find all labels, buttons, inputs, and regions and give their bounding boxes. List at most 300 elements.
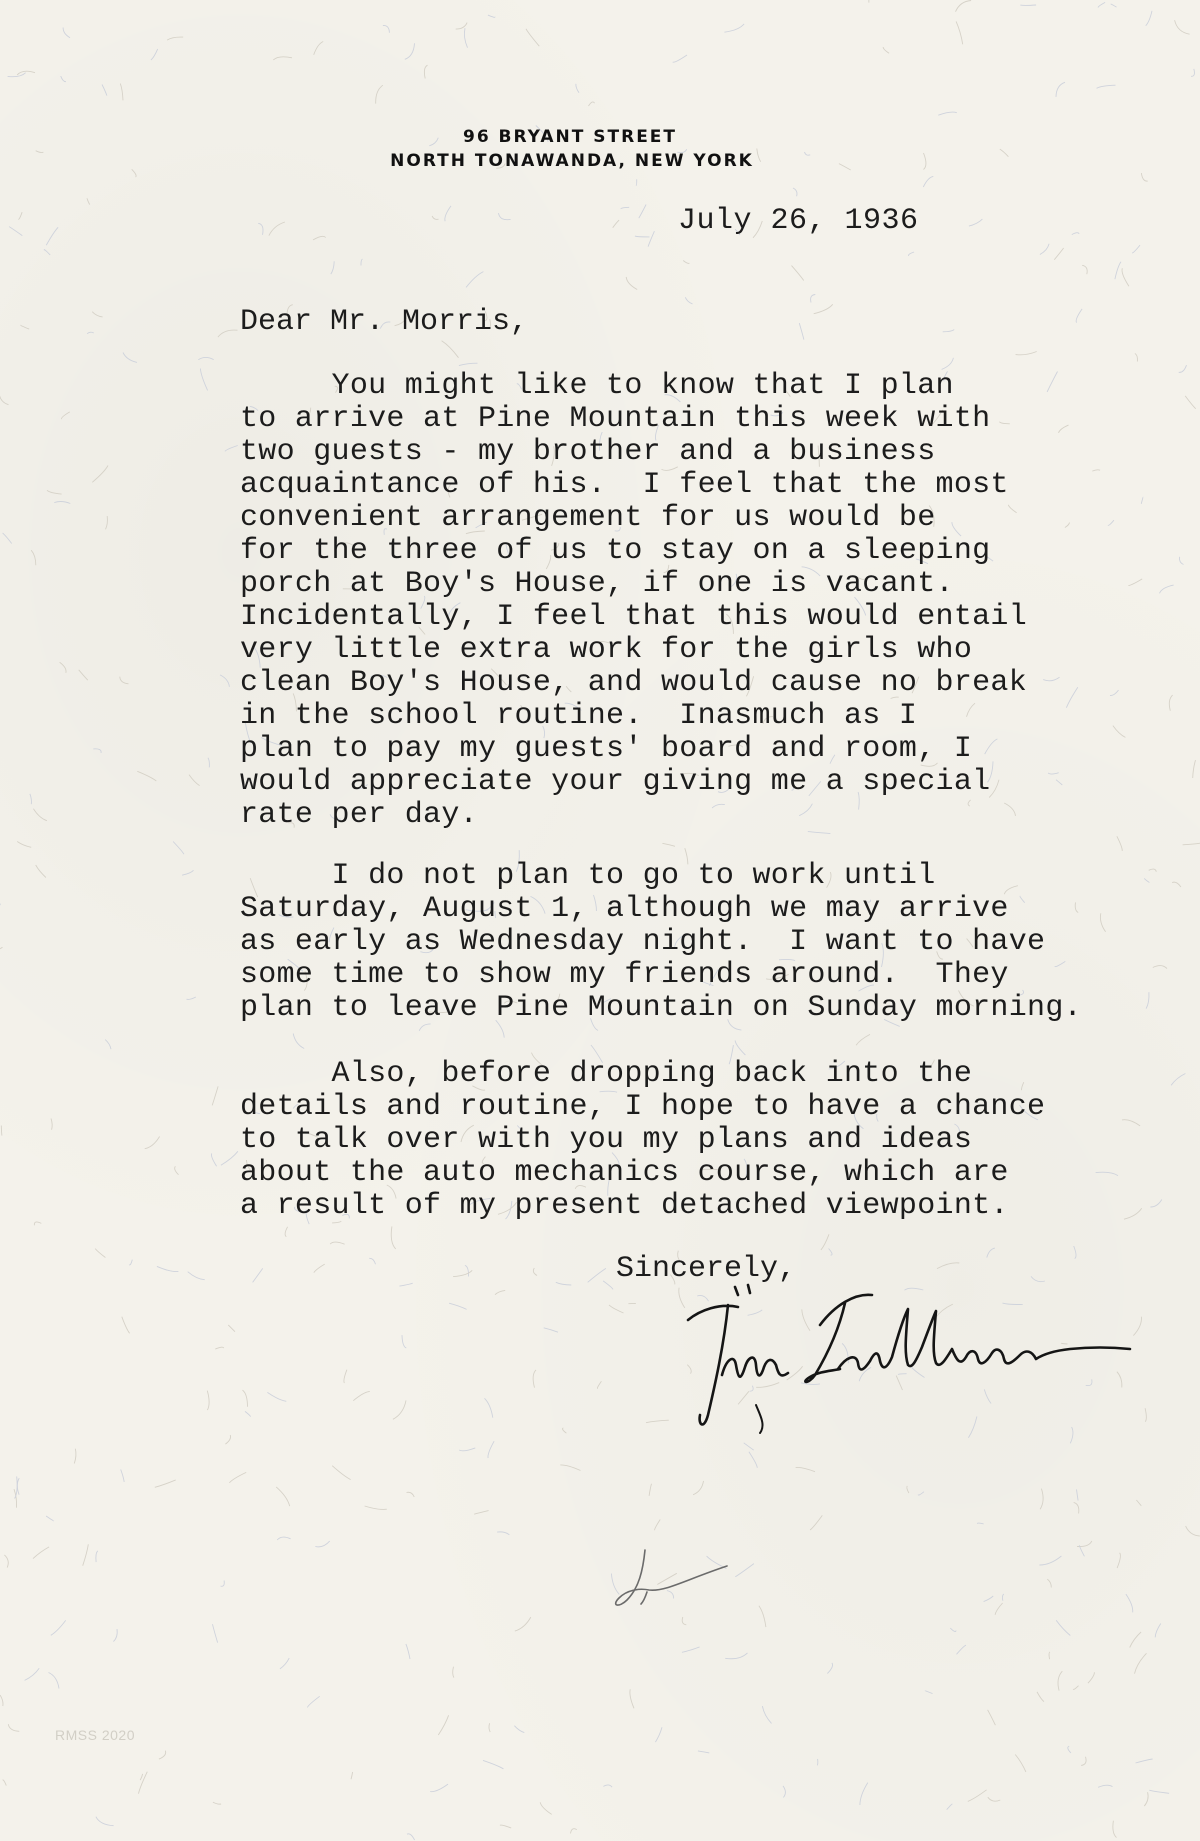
- paper-fiber: [821, 1234, 829, 1250]
- paper-fiber: [1088, 1672, 1095, 1683]
- paper-fiber: [129, 1260, 132, 1265]
- paper-fiber: [182, 870, 193, 875]
- text-line: details and routine, I hope to have a chance: [240, 1090, 1046, 1124]
- text-line: plan to leave Pine Mountain on Sunday morning.: [240, 991, 1082, 1025]
- paper-fiber: [229, 1472, 246, 1482]
- paper-fiber: [1171, 1074, 1185, 1086]
- paper-fiber: [330, 1242, 344, 1244]
- text-line: a result of my present detached viewpoint.: [240, 1189, 1009, 1223]
- paper-fiber: [1082, 265, 1087, 274]
- letterhead-street: 96 BRYANT STREET: [462, 127, 678, 147]
- paper-fiber: [682, 1647, 700, 1652]
- paper-fiber: [200, 369, 207, 391]
- paper-fiber: [907, 1486, 909, 1493]
- paper-fiber: [626, 277, 637, 290]
- paper-fiber: [407, 1834, 415, 1840]
- paper-fiber: [33, 809, 47, 821]
- paper-fiber: [17, 1478, 19, 1495]
- paper-fiber: [621, 207, 629, 209]
- paper-fiber: [0, 947, 3, 957]
- text-line: porch at Boy's House, if one is vacant.: [240, 567, 954, 601]
- paper-fiber: [218, 330, 238, 337]
- paper-fiber: [759, 1606, 766, 1627]
- paper-fiber: [9, 227, 22, 236]
- paper-fiber: [938, 112, 957, 115]
- paper-fiber: [140, 1774, 142, 1780]
- paper-fiber: [120, 677, 129, 684]
- paper-fiber: [46, 227, 58, 245]
- paper-fiber: [405, 43, 415, 59]
- paper-fiber: [533, 1268, 537, 1276]
- paper-fiber: [485, 1398, 493, 1417]
- paper-fiber: [102, 85, 107, 96]
- paper-fiber: [698, 1751, 709, 1753]
- paper-fiber: [814, 304, 833, 313]
- paper-fiber: [811, 295, 816, 303]
- paragraph-3: [240, 1058, 1170, 1223]
- paper-fiber: [157, 1266, 179, 1271]
- paper-fiber: [402, 1335, 406, 1348]
- paper-fiber: [1175, 20, 1190, 34]
- paper-fiber: [253, 1268, 263, 1282]
- paper-fiber: [159, 1751, 166, 1760]
- paper-fiber: [208, 758, 210, 768]
- paper-fiber: [1117, 836, 1122, 851]
- paper-fiber: [1135, 1653, 1147, 1673]
- paper-fiber: [151, 49, 158, 60]
- paper-fiber: [44, 250, 50, 255]
- paper-fiber: [139, 1772, 148, 1794]
- paper-fiber: [540, 1802, 552, 1814]
- paper-fiber: [60, 662, 66, 673]
- paper-fiber: [988, 1797, 1001, 1801]
- paper-fiber: [1186, 1526, 1200, 1536]
- paper-fiber: [14, 1489, 17, 1508]
- paper-fiber: [648, 231, 654, 246]
- paper-fiber: [424, 65, 427, 78]
- text-line: plan to pay my guests' board and room, I: [240, 732, 973, 766]
- paper-fiber: [950, 1628, 956, 1631]
- paper-fiber: [221, 1581, 225, 1587]
- paper-fiber: [344, 1370, 347, 1383]
- paper-fiber: [87, 332, 94, 334]
- paper-fiber: [245, 1411, 250, 1416]
- text-line: rate per day.: [240, 798, 478, 832]
- paper-fiber: [332, 1466, 350, 1480]
- paper-fiber: [212, 1086, 218, 1105]
- paper-fiber: [314, 1264, 325, 1273]
- paper-fiber: [276, 1487, 290, 1506]
- paper-fiber: [269, 222, 285, 236]
- paper-fiber: [576, 84, 579, 93]
- paper-fiber: [353, 1391, 370, 1400]
- paper-fiber: [810, 1515, 822, 1530]
- paper-fiber: [947, 1804, 952, 1810]
- paper-fiber: [571, 1829, 577, 1834]
- paper-fiber: [155, 1480, 176, 1487]
- paper-fiber: [613, 220, 619, 228]
- paper-fiber: [369, 1258, 375, 1264]
- paper-fiber: [918, 1492, 924, 1495]
- paper-fiber: [956, 21, 963, 44]
- paper-fiber: [636, 179, 637, 185]
- paper-fiber: [123, 353, 137, 363]
- paper-fiber: [376, 85, 383, 103]
- paper-fiber: [220, 675, 229, 687]
- paper-fiber: [603, 1281, 613, 1290]
- paper-fiber: [187, 997, 196, 999]
- paper-fiber: [749, 1452, 757, 1468]
- paper-fiber: [1141, 173, 1147, 181]
- paper-fiber: [497, 1532, 509, 1535]
- paper-fiber: [685, 297, 692, 304]
- paper-fiber: [1126, 1594, 1133, 1612]
- paper-fiber: [407, 1492, 415, 1497]
- paper-fiber: [1179, 365, 1187, 372]
- paper-fiber: [453, 1270, 472, 1276]
- paper-fiber: [63, 28, 70, 38]
- paper-fiber: [860, 1783, 868, 1805]
- paper-fiber: [799, 323, 804, 340]
- text-line: for the three of us to stay on a sleeping: [240, 534, 991, 568]
- paper-fiber: [113, 1629, 117, 1642]
- paper-fiber: [228, 1325, 234, 1331]
- paper-fiber: [175, 1166, 179, 1174]
- closing: Sincerely,: [616, 1252, 797, 1286]
- paper-fiber: [483, 1760, 503, 1768]
- paper-fiber: [977, 1523, 983, 1524]
- paper-fiber: [331, 261, 334, 274]
- pencil-initial-mark: [605, 1540, 745, 1620]
- paper-fiber: [4, 1555, 8, 1568]
- paper-fiber: [1144, 1792, 1148, 1806]
- paper-fiber: [987, 1248, 995, 1257]
- paper-fiber: [856, 1034, 870, 1045]
- paper-fiber: [1097, 85, 1116, 88]
- paper-fiber: [796, 1467, 815, 1471]
- paper-fiber: [883, 47, 889, 53]
- paper-fiber: [1074, 1502, 1079, 1513]
- paper-fiber: [562, 1428, 566, 1433]
- paper-fiber: [61, 76, 66, 82]
- paper-fiber: [1056, 82, 1065, 97]
- paper-fiber: [31, 550, 36, 565]
- paper-fiber: [995, 1603, 1003, 1615]
- paragraph-1: [240, 370, 1170, 832]
- paper-fiber: [391, 1226, 395, 1249]
- paper-fiber: [92, 312, 102, 317]
- paper-fiber: [817, 1759, 818, 1765]
- paper-fiber: [1039, 1556, 1061, 1565]
- paper-fiber: [1056, 1620, 1070, 1635]
- paper-fiber: [603, 1785, 612, 1787]
- text-line: clean Boy's House, and would cause no break: [240, 666, 1028, 700]
- paper-fiber: [15, 1476, 18, 1498]
- paper-fiber: [406, 1644, 410, 1659]
- paper-fiber: [307, 1696, 319, 1707]
- paper-fiber: [3, 533, 12, 544]
- paper-fiber: [783, 1786, 785, 1798]
- paper-fiber: [30, 794, 32, 804]
- paper-fiber: [693, 1481, 703, 1495]
- paper-fiber: [969, 219, 983, 226]
- paper-fiber: [968, 1790, 987, 1802]
- paper-fiber: [25, 1668, 40, 1680]
- paper-fiber: [213, 1624, 218, 1642]
- paper-fiber: [957, 1645, 967, 1654]
- paper-fiber: [662, 843, 675, 846]
- paper-fiber: [47, 490, 62, 494]
- text-line: Incidentally, I feel that this would entail: [240, 600, 1028, 634]
- paper-fiber: [909, 252, 915, 256]
- paper-fiber: [432, 216, 438, 220]
- paper-fiber: [609, 1305, 624, 1313]
- paper-fiber: [1040, 1489, 1043, 1510]
- paper-fiber: [445, 206, 451, 221]
- paper-fiber: [724, 24, 744, 32]
- paper-fiber: [8, 73, 26, 77]
- paper-fiber: [762, 1706, 771, 1723]
- paper-fiber: [1040, 244, 1049, 255]
- paper-fiber: [474, 1511, 488, 1515]
- paper-fiber: [258, 223, 263, 235]
- paragraph-2: [240, 860, 1170, 1025]
- paper-fiber: [453, 1667, 454, 1678]
- paper-fiber: [3, 1780, 7, 1786]
- paper-fiber: [145, 1137, 160, 1149]
- paper-fiber: [188, 1272, 205, 1280]
- paper-fiber: [438, 1715, 448, 1735]
- paper-fiber: [95, 1249, 105, 1258]
- text-line: acquaintance of his. I feel that the most: [240, 468, 1009, 502]
- salutation: Dear Mr. Morris,: [240, 305, 529, 339]
- paper-fiber: [17, 71, 35, 75]
- paper-fiber: [18, 212, 22, 219]
- paper-fiber: [1136, 1759, 1153, 1763]
- paper-fiber: [285, 1227, 287, 1237]
- paper-fiber: [499, 213, 511, 220]
- paper-fiber: [51, 1620, 66, 1635]
- paper-fiber: [560, 1465, 580, 1471]
- paper-fiber: [1002, 1594, 1003, 1601]
- paper-fiber: [1132, 245, 1140, 253]
- paper-fiber: [221, 1151, 238, 1165]
- letterhead-city: NORTH TONAWANDA, NEW YORK: [390, 151, 754, 171]
- paper-fiber: [1098, 2, 1105, 7]
- paper-fiber: [399, 1283, 412, 1286]
- paper-fiber: [1155, 1624, 1161, 1638]
- paper-fiber: [1179, 557, 1183, 565]
- paper-fiber: [211, 1153, 216, 1166]
- paper-fiber: [1079, 1545, 1084, 1556]
- paper-fiber: [1115, 262, 1121, 280]
- paper-fiber: [1072, 233, 1079, 235]
- paper-fiber: [466, 272, 483, 288]
- paper-fiber: [984, 1596, 994, 1602]
- paper-fiber: [167, 37, 183, 40]
- paper-fiber: [1081, 1757, 1086, 1766]
- paper-fiber: [36, 865, 46, 878]
- text-line: Also, before dropping back into the: [240, 1057, 973, 1091]
- paper-fiber: [243, 1390, 248, 1407]
- text-line: You might like to know that I plan: [240, 369, 954, 403]
- paper-fiber: [925, 1691, 932, 1694]
- paper-fiber: [459, 1448, 475, 1451]
- text-line: some time to show my friends around. They: [240, 958, 1009, 992]
- paper-fiber: [46, 1516, 54, 1521]
- text-line: to arrive at Pine Mountain this week with: [240, 402, 991, 436]
- paper-fiber: [495, 1290, 505, 1294]
- paper-fiber: [1047, 1579, 1051, 1587]
- text-line: in the school routine. Inasmuch as I: [240, 699, 918, 733]
- text-line: would appreciate your giving me a special: [240, 765, 991, 799]
- paper-fiber: [639, 205, 646, 219]
- paper-fiber: [215, 1347, 223, 1349]
- paper-fiber: [105, 1040, 111, 1050]
- paper-fiber: [21, 325, 30, 329]
- paper-fiber: [1193, 760, 1196, 778]
- paper-fiber: [273, 57, 292, 60]
- paper-fiber: [277, 1537, 290, 1540]
- paper-fiber: [829, 1249, 832, 1256]
- paper-fiber: [96, 1551, 98, 1562]
- paper-fiber: [225, 446, 238, 452]
- paper-fiber: [1054, 248, 1063, 260]
- paper-fiber: [1183, 843, 1200, 845]
- paper-fiber: [683, 261, 689, 264]
- paper-fiber: [459, 363, 478, 365]
- paper-fiber: [635, 236, 650, 237]
- paper-fiber: [93, 749, 101, 753]
- paper-fiber: [956, 1, 972, 12]
- paper-fiber: [315, 1541, 329, 1547]
- paper-fiber: [313, 236, 326, 240]
- paper-fiber: [1172, 882, 1181, 887]
- paper-fiber: [597, 1381, 601, 1388]
- paper-fiber: [449, 1303, 467, 1309]
- paper-fiber: [34, 1222, 41, 1225]
- paper-fiber: [589, 102, 595, 106]
- paper-fiber: [1113, 1821, 1117, 1838]
- paper-fiber: [1068, 1746, 1071, 1753]
- paper-fiber: [96, 1817, 114, 1826]
- paper-fiber: [361, 259, 363, 266]
- paper-fiber: [51, 1119, 52, 1130]
- letter-date: July 26, 1936: [678, 204, 919, 238]
- paper-fiber: [1185, 396, 1196, 409]
- paper-fiber: [173, 842, 184, 855]
- paper-fiber: [8, 1724, 19, 1731]
- paper-fiber: [1117, 1553, 1120, 1568]
- paper-fiber: [1077, 1489, 1079, 1500]
- paper-fiber: [1073, 1686, 1078, 1690]
- paper-fiber: [526, 29, 539, 46]
- paper-fiber: [92, 466, 108, 483]
- archive-watermark: RMSS 2020: [55, 1727, 135, 1743]
- paper-fiber: [1015, 1755, 1026, 1772]
- paper-fiber: [0, 390, 9, 404]
- paper-fiber: [500, 1825, 511, 1828]
- paper-fiber: [1130, 1632, 1141, 1648]
- paper-fiber: [792, 266, 804, 281]
- paper-fiber: [198, 357, 213, 359]
- paper-fiber: [514, 1726, 524, 1733]
- paper-fiber: [383, 25, 390, 32]
- paper-fiber: [1037, 1692, 1044, 1702]
- paper-fiber: [456, 23, 467, 30]
- paper-fiber: [442, 341, 459, 358]
- paper-fiber: [87, 198, 90, 204]
- paper-fiber: [1, 1126, 2, 1136]
- paper-fiber: [393, 1400, 406, 1419]
- text-line: Saturday, August 1, although we may arrive: [240, 892, 1009, 926]
- paper-fiber: [1058, 1671, 1062, 1690]
- paper-fiber: [1149, 1790, 1169, 1793]
- paper-fiber: [1111, 4, 1117, 7]
- paper-fiber: [267, 1392, 286, 1401]
- paper-fiber: [49, 1673, 60, 1689]
- paper-fiber: [556, 1282, 572, 1285]
- paper-fiber: [430, 1784, 448, 1792]
- paper-fiber: [17, 842, 31, 848]
- paper-fiber: [1049, 1652, 1050, 1659]
- paper-fiber: [79, 670, 88, 680]
- paper-fiber: [351, 1772, 353, 1779]
- paper-fiber: [1076, 309, 1082, 323]
- paper-fiber: [293, 1034, 304, 1049]
- text-line: I do not plan to go to work until: [240, 859, 936, 893]
- paper-fiber: [137, 771, 156, 781]
- paper-fiber: [314, 42, 324, 55]
- paper-fiber: [793, 188, 797, 196]
- paper-fiber: [588, 1268, 606, 1282]
- paper-fiber: [488, 1441, 494, 1458]
- paper-fiber: [120, 84, 123, 101]
- text-line: about the auto mechanics course, which are: [240, 1156, 1009, 1190]
- paper-fiber: [1016, 352, 1037, 355]
- paper-fiber: [225, 1435, 230, 1444]
- handwritten-signature: [660, 1265, 1150, 1435]
- paper-fiber: [83, 1544, 89, 1565]
- paper-fiber: [74, 1449, 76, 1464]
- paper-fiber: [207, 1391, 209, 1411]
- paper-fiber: [630, 1689, 634, 1708]
- paper-fiber: [488, 15, 495, 17]
- text-line: as early as Wednesday night. I want to have: [240, 925, 1046, 959]
- paper-fiber: [942, 358, 954, 370]
- paper-fiber: [54, 501, 70, 503]
- paper-fiber: [673, 55, 687, 62]
- paper-fiber: [106, 516, 108, 529]
- paper-fiber: [827, 1663, 832, 1674]
- paper-fiber: [655, 1520, 661, 1531]
- paper-fiber: [1074, 1246, 1076, 1259]
- text-line: very little extra work for the girls who: [240, 633, 973, 667]
- paper-fiber: [33, 1547, 49, 1559]
- paper-fiber: [1146, 11, 1152, 26]
- paper-fiber: [365, 1506, 387, 1509]
- paper-fiber: [923, 176, 933, 187]
- paper-fiber: [489, 1723, 490, 1732]
- paper-fiber: [280, 1658, 289, 1669]
- text-line: to talk over with you my plans and ideas: [240, 1123, 973, 1157]
- paper-fiber: [1191, 69, 1194, 76]
- paper-fiber: [735, 1040, 745, 1055]
- paper-fiber: [122, 1317, 130, 1334]
- paper-fiber: [1122, 268, 1129, 286]
- paper-fiber: [655, 1727, 662, 1742]
- paper-fiber: [744, 1443, 754, 1450]
